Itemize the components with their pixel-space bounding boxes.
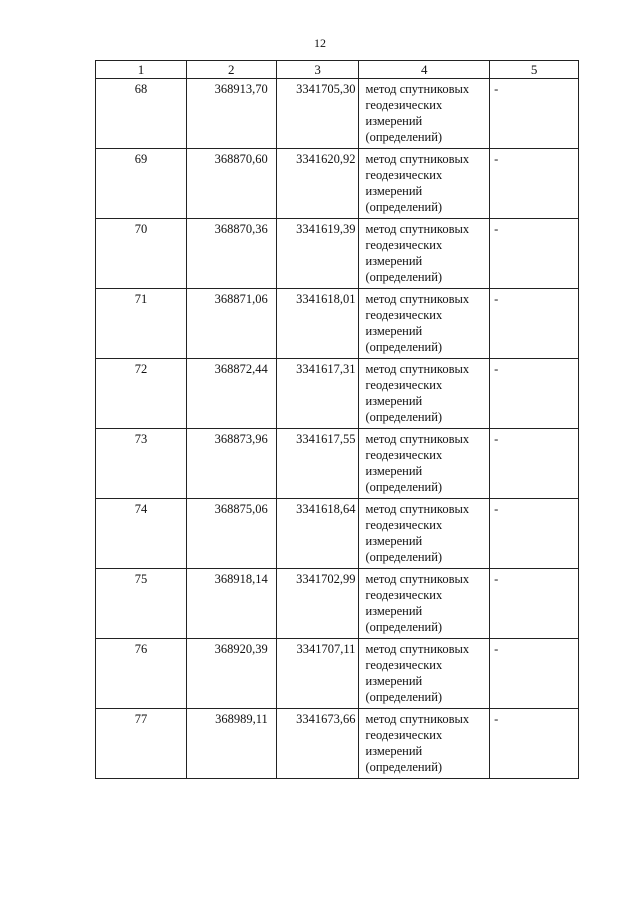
table-row xyxy=(96,79,579,149)
method-line: измерений xyxy=(365,674,423,688)
page-number: 12 xyxy=(314,36,326,50)
method-line: геодезических xyxy=(365,238,443,252)
method-cell xyxy=(359,499,490,569)
method-line: метод спутниковых xyxy=(365,222,470,236)
method-line: (определений) xyxy=(365,550,443,564)
note-cell-text: - xyxy=(494,712,499,726)
method-cell xyxy=(359,709,490,779)
method-line: метод спутниковых xyxy=(365,432,470,446)
method-line: (определений) xyxy=(365,410,443,424)
column-header-4: 4 xyxy=(359,61,490,79)
method-cell xyxy=(359,219,490,289)
x-coordinate-cell-text: 368872,44 xyxy=(214,362,268,376)
table-header-row xyxy=(96,61,579,79)
method-cell-text xyxy=(365,709,487,775)
point-number-cell xyxy=(96,79,187,149)
point-number-cell xyxy=(96,709,187,779)
coordinates-table xyxy=(95,60,579,779)
point-number-cell xyxy=(96,569,187,639)
y-coordinate-cell-text: 3341707,11 xyxy=(296,642,356,656)
point-number-cell xyxy=(96,499,187,569)
method-line: измерений xyxy=(365,604,423,618)
method-line: (определений) xyxy=(365,340,443,354)
method-cell-text xyxy=(365,429,487,495)
method-cell-text xyxy=(365,499,487,565)
x-coordinate-cell-text: 368870,36 xyxy=(214,222,268,236)
y-coordinate-cell-text: 3341618,64 xyxy=(296,502,356,516)
method-line: (определений) xyxy=(365,480,443,494)
point-number-cell xyxy=(96,219,187,289)
note-cell xyxy=(490,639,579,709)
method-line: геодезических xyxy=(365,588,443,602)
method-line: геодезических xyxy=(365,378,443,392)
table-row xyxy=(96,499,579,569)
method-cell-text xyxy=(365,149,487,215)
method-cell xyxy=(359,429,490,499)
method-cell-text xyxy=(365,289,487,355)
table-row xyxy=(96,569,579,639)
y-coordinate-cell xyxy=(276,499,359,569)
note-cell xyxy=(490,359,579,429)
table-row xyxy=(96,219,579,289)
x-coordinate-cell xyxy=(186,499,276,569)
note-cell xyxy=(490,219,579,289)
method-line: метод спутниковых xyxy=(365,152,470,166)
point-number-cell-text: 72 xyxy=(134,362,148,376)
method-cell-text xyxy=(365,569,487,635)
x-coordinate-cell-text: 368913,70 xyxy=(214,82,268,96)
point-number-cell-text: 74 xyxy=(134,502,148,516)
method-cell xyxy=(359,639,490,709)
table-row xyxy=(96,359,579,429)
method-line: геодезических xyxy=(365,448,443,462)
x-coordinate-cell xyxy=(186,149,276,219)
point-number-cell-text: 76 xyxy=(134,642,148,656)
x-coordinate-cell xyxy=(186,219,276,289)
note-cell-text: - xyxy=(494,152,499,166)
note-cell xyxy=(490,429,579,499)
method-cell-text xyxy=(365,79,487,145)
method-cell xyxy=(359,149,490,219)
y-coordinate-cell-text: 3341620,92 xyxy=(296,152,356,166)
x-coordinate-cell xyxy=(186,429,276,499)
method-line: (определений) xyxy=(365,760,443,774)
note-cell xyxy=(490,149,579,219)
point-number-cell-text: 73 xyxy=(134,432,148,446)
x-coordinate-cell-text: 368873,96 xyxy=(214,432,268,446)
method-line: геодезических xyxy=(365,308,443,322)
method-line: (определений) xyxy=(365,620,443,634)
x-coordinate-cell-text: 368920,39 xyxy=(214,642,268,656)
method-cell xyxy=(359,359,490,429)
column-header-2: 2 xyxy=(186,61,276,79)
x-coordinate-cell-text: 368875,06 xyxy=(214,502,268,516)
y-coordinate-cell-text: 3341702,99 xyxy=(296,572,356,586)
column-header-1: 1 xyxy=(96,61,187,79)
method-cell-text xyxy=(365,359,487,425)
point-number-cell xyxy=(96,289,187,359)
note-cell-text: - xyxy=(494,292,499,306)
method-cell xyxy=(359,79,490,149)
x-coordinate-cell xyxy=(186,639,276,709)
method-line: геодезических xyxy=(365,658,443,672)
point-number-cell-text: 70 xyxy=(134,222,148,236)
y-coordinate-cell-text: 3341617,31 xyxy=(296,362,356,376)
method-line: метод спутниковых xyxy=(365,292,470,306)
point-number-cell-text: 71 xyxy=(134,292,148,306)
y-coordinate-cell xyxy=(276,359,359,429)
note-cell xyxy=(490,499,579,569)
method-line: метод спутниковых xyxy=(365,572,470,586)
method-cell-text xyxy=(365,639,487,705)
method-cell xyxy=(359,289,490,359)
method-line: метод спутниковых xyxy=(365,712,470,726)
table-row xyxy=(96,429,579,499)
method-line: измерений xyxy=(365,254,423,268)
method-line: (определений) xyxy=(365,270,443,284)
x-coordinate-cell xyxy=(186,569,276,639)
x-coordinate-cell-text: 368870,60 xyxy=(214,152,268,166)
y-coordinate-cell xyxy=(276,79,359,149)
method-line: измерений xyxy=(365,464,423,478)
y-coordinate-cell xyxy=(276,219,359,289)
method-cell-text xyxy=(365,219,487,285)
x-coordinate-cell xyxy=(186,289,276,359)
x-coordinate-cell-text: 368918,14 xyxy=(214,572,268,586)
note-cell-text: - xyxy=(494,502,499,516)
method-line: метод спутниковых xyxy=(365,502,470,516)
column-header-5: 5 xyxy=(490,61,579,79)
method-line: метод спутниковых xyxy=(365,82,470,96)
method-line: геодезических xyxy=(365,728,443,742)
table-body xyxy=(96,79,579,779)
table-row xyxy=(96,639,579,709)
point-number-cell-text: 68 xyxy=(134,82,148,96)
method-line: измерений xyxy=(365,114,423,128)
table-row xyxy=(96,709,579,779)
y-coordinate-cell xyxy=(276,639,359,709)
x-coordinate-cell-text: 368871,06 xyxy=(214,292,268,306)
y-coordinate-cell xyxy=(276,569,359,639)
y-coordinate-cell-text: 3341673,66 xyxy=(296,712,356,726)
point-number-cell xyxy=(96,639,187,709)
method-cell xyxy=(359,569,490,639)
y-coordinate-cell-text: 3341618,01 xyxy=(296,292,356,306)
note-cell-text: - xyxy=(494,362,499,376)
note-cell xyxy=(490,569,579,639)
note-cell-text: - xyxy=(494,642,499,656)
method-line: метод спутниковых xyxy=(365,642,470,656)
method-line: измерений xyxy=(365,534,423,548)
method-line: измерений xyxy=(365,324,423,338)
method-line: геодезических xyxy=(365,168,443,182)
x-coordinate-cell xyxy=(186,79,276,149)
note-cell-text: - xyxy=(494,432,499,446)
method-line: геодезических xyxy=(365,518,443,532)
y-coordinate-cell xyxy=(276,429,359,499)
note-cell-text: - xyxy=(494,82,499,96)
y-coordinate-cell xyxy=(276,289,359,359)
note-cell xyxy=(490,289,579,359)
y-coordinate-cell-text: 3341617,55 xyxy=(296,432,356,446)
method-line: метод спутниковых xyxy=(365,362,470,376)
column-header-3: 3 xyxy=(276,61,359,79)
method-line: измерений xyxy=(365,394,423,408)
point-number-cell xyxy=(96,149,187,219)
point-number-cell-text: 69 xyxy=(134,152,148,166)
y-coordinate-cell-text: 3341705,30 xyxy=(296,82,356,96)
table-row xyxy=(96,289,579,359)
note-cell-text: - xyxy=(494,572,499,586)
method-line: геодезических xyxy=(365,98,443,112)
note-cell-text: - xyxy=(494,222,499,236)
y-coordinate-cell xyxy=(276,709,359,779)
note-cell xyxy=(490,709,579,779)
y-coordinate-cell-text: 3341619,39 xyxy=(296,222,356,236)
x-coordinate-cell xyxy=(186,359,276,429)
x-coordinate-cell-text: 368989,11 xyxy=(215,712,268,726)
method-line: (определений) xyxy=(365,690,443,704)
point-number-cell xyxy=(96,429,187,499)
x-coordinate-cell xyxy=(186,709,276,779)
method-line: (определений) xyxy=(365,200,443,214)
point-number-cell xyxy=(96,359,187,429)
method-line: измерений xyxy=(365,744,423,758)
method-line: измерений xyxy=(365,184,423,198)
point-number-cell-text: 75 xyxy=(134,572,148,586)
y-coordinate-cell xyxy=(276,149,359,219)
table-row xyxy=(96,149,579,219)
note-cell xyxy=(490,79,579,149)
method-line: (определений) xyxy=(365,130,443,144)
point-number-cell-text: 77 xyxy=(134,712,148,726)
